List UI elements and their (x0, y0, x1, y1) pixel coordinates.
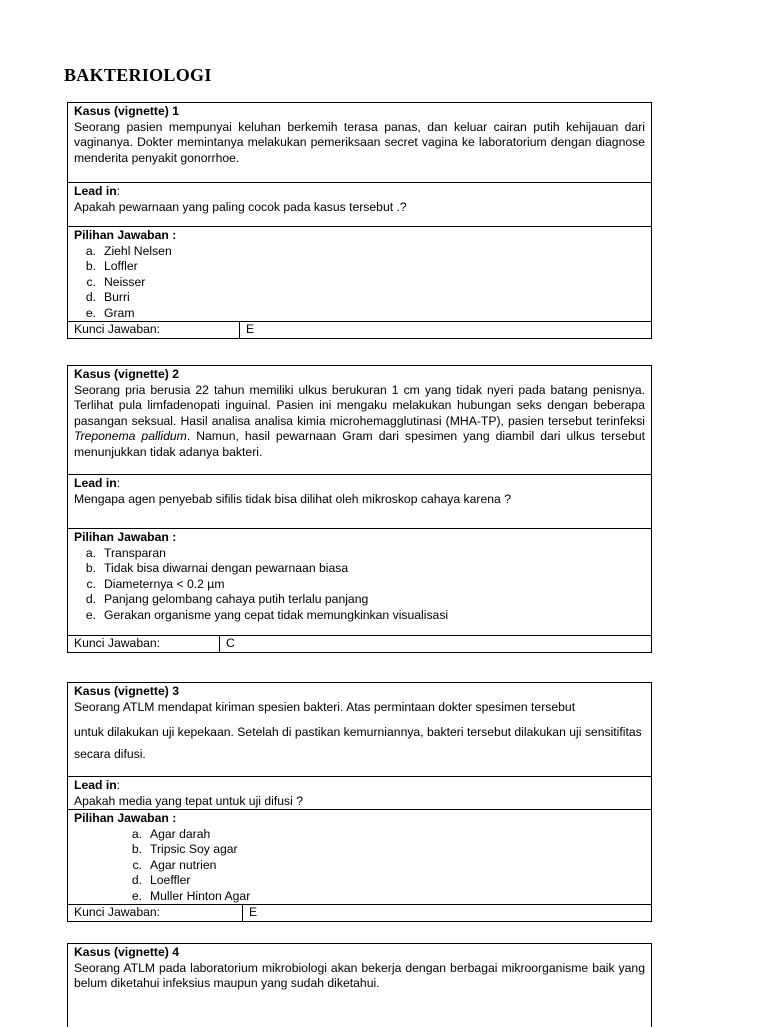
option-mark: c. (86, 274, 96, 289)
answer-label: Kunci Jawaban: (68, 636, 220, 652)
option-mark: b. (131, 842, 142, 856)
organism-name: Treponema pallidum (74, 429, 187, 443)
option-item (120, 827, 645, 843)
option-item (120, 842, 645, 858)
option-text: Neisser (104, 274, 146, 289)
case-3-lead-section (68, 777, 651, 810)
option-text: Tripsic Soy agar (150, 842, 238, 856)
case-3-lead-label: Lead in (74, 778, 117, 792)
option-mark: d. (85, 290, 96, 304)
option-text: Diameternya < 0.2 µm (104, 576, 225, 591)
case-2-options-label: Pilihan Jawaban : (74, 530, 177, 544)
option-text: Burri (104, 290, 130, 304)
option-mark: d. (131, 873, 142, 887)
case-2-lead-label: Lead in (74, 476, 117, 490)
case-3-vignette-section (68, 683, 651, 777)
answer-label: Kunci Jawaban: (68, 905, 243, 921)
option-text: Loeffler (150, 873, 191, 887)
case-3-header: Kasus (vignette) 3 (74, 684, 179, 698)
case-3-lead-colon: : (116, 778, 121, 792)
case-3-lead: Apakah media yang tepat untuk uji difusi ? (74, 793, 304, 808)
case-3 (67, 682, 652, 922)
answer-value: E (246, 322, 255, 336)
case-1-answer-row (68, 321, 651, 338)
option-text: Agar nutrien (150, 857, 217, 872)
option-text: Loffler (104, 259, 138, 273)
answer-value: E (249, 905, 258, 919)
option-item (74, 306, 645, 322)
option-item (74, 259, 645, 275)
option-text: Tidak bisa diwarnai dengan pewarnaan biasa (104, 561, 349, 575)
case-1-lead-label: Lead in (74, 184, 117, 198)
option-mark: a. (131, 826, 142, 841)
option-item (120, 889, 645, 905)
option-item (74, 546, 645, 562)
option-mark: a. (85, 545, 96, 560)
option-item (74, 290, 645, 306)
option-mark: a. (85, 243, 96, 258)
case-1-lead: Apakah pewarnaan yang paling cocok pada kasus tersebut .? (74, 199, 407, 214)
case-3-vignette-b: untuk dilakukan uji kepekaan. Setelah di pastikan kemurniannya, bakteri tersebut dilakukan uji sensitifitas secara difusi. (74, 725, 642, 761)
case-1-vignette: Seorang pasien mempunyai keluhan berkemih terasa panas, dan keluar cairan putih kehijauan dari vaginanya. Dokter memintanya melakukan pemeriksaan secret vagina ke laboratorium dengan diagnose menderita penyakit gonorrhoe. (74, 119, 645, 165)
case-1-header: Kasus (vignette) 1 (74, 104, 179, 118)
answer-value: C (226, 636, 235, 650)
case-2-lead-section (68, 475, 651, 529)
option-text: Ziehl Nelsen (104, 243, 172, 258)
case-1-options-label: Pilihan Jawaban : (74, 228, 177, 242)
option-item (74, 608, 645, 624)
case-2-vignette-section (68, 366, 651, 475)
case-2-options (74, 546, 645, 624)
option-mark: c. (132, 857, 142, 872)
option-mark: b. (85, 561, 96, 575)
option-item (74, 592, 645, 608)
case-1-vignette-section (68, 103, 651, 183)
case-4-header: Kasus (vignette) 4 (74, 945, 179, 959)
case-4-vignette: Seorang ATLM pada laboratorium mikrobiologi akan bekerja dengan berbagai mikroorganisme baik yang belum diketahui infeksius maupun yang sudah diketahui. (74, 960, 645, 990)
option-item (74, 577, 645, 593)
option-text: Transparan (104, 545, 166, 560)
case-1-lead-section (68, 183, 651, 227)
option-text: Gerakan organisme yang cepat tidak memungkinkan visualisasi (104, 607, 449, 622)
case-4-vignette-section (68, 944, 651, 1027)
case-2-lead: Mengapa agen penyebab sifilis tidak bisa dilihat oleh mikroskop cahaya karena ? (74, 491, 511, 506)
option-text: Agar darah (150, 826, 211, 841)
case-1 (67, 102, 652, 339)
vignette-text-end: . Namun, hasil pewarnaan Gram dari spesimen yang diambil dari ulkus tersebut menunjukkan tidak adanya bakteri. (74, 429, 645, 459)
case-3-vignette-a: Seorang ATLM mendapat kiriman spesien bakteri. Atas permintaan dokter spesimen tersebut (74, 699, 576, 714)
case-2-header: Kasus (vignette) 2 (74, 367, 179, 381)
option-mark: c. (86, 576, 96, 591)
option-text: Gram (104, 305, 135, 320)
option-item (120, 873, 645, 889)
option-mark: e. (85, 607, 96, 622)
case-4 (67, 943, 652, 1027)
case-2-options-section (68, 529, 651, 652)
option-item (74, 561, 645, 577)
option-item (74, 244, 645, 260)
case-2 (67, 365, 652, 653)
vignette-text: Seorang pria berusia 22 tahun memiliki ulkus berukuran 1 cm yang tidak nyeri pada batang penisnya. Terlihat pula limfadenopati inguinal. Pasien ini mengaku melakukan hubungan seks dengan beberapa pasangan seksual. Hasil analisa analisa kimia microhemagglutinasi (MHA-TP), pasien tersebut terinfeksi (74, 382, 645, 428)
case-3-options-section (68, 810, 651, 921)
option-item (74, 275, 645, 291)
option-mark: e. (131, 888, 142, 903)
option-text: Muller Hinton Agar (150, 888, 251, 903)
option-text: Panjang gelombang cahaya putih terlalu panjang (104, 592, 369, 606)
case-1-options (74, 244, 645, 322)
case-2-answer-row (68, 635, 651, 652)
case-1-options-section (68, 227, 651, 338)
case-1-lead-colon: : (116, 184, 121, 198)
case-2-vignette (74, 383, 645, 461)
option-mark: b. (85, 259, 96, 273)
option-mark: e. (85, 305, 96, 320)
option-item (120, 858, 645, 874)
answer-label: Kunci Jawaban: (68, 322, 240, 338)
case-2-lead-colon: : (116, 476, 121, 490)
option-mark: d. (85, 592, 96, 606)
case-3-options (74, 827, 645, 905)
case-3-answer-row (68, 904, 651, 921)
case-3-options-label: Pilihan Jawaban : (74, 811, 177, 825)
page-title: BAKTERIOLOGI (64, 65, 212, 85)
